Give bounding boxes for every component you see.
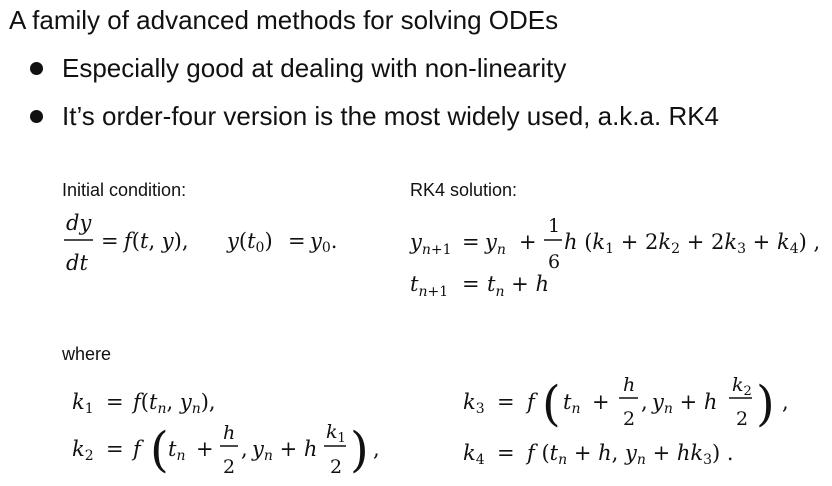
k1-equation (72, 390, 216, 417)
k4-equation (463, 441, 734, 468)
svg-text:): ) (756, 376, 775, 432)
svg-text:f (tn + h, yn + hk3) .: f (tn + h, yn + hk3) . (527, 441, 734, 468)
svg-text:h (k1 + 2k2 + 2k3 + k4) ,: h (k1 + 2k2 + 2k3 + k4) , (564, 230, 821, 257)
svg-text:h: h (623, 374, 636, 396)
svg-text:=: = (106, 390, 124, 414)
svg-text:yn+1: $y_n+1$ (410, 230, 452, 258)
svg-text:=: = (101, 229, 119, 253)
svg-text:(: ( (542, 376, 561, 432)
svg-text:k4: k4 (463, 441, 485, 468)
svg-text:k1: $k_1$ (326, 421, 346, 446)
k2-equation (72, 421, 380, 478)
where-label: where (62, 344, 112, 364)
svg-text:f(tn, yn),: f(tn, yn), (133, 390, 216, 417)
svg-text:tn + h: $t_n + h$ (487, 272, 549, 300)
slide-heading: A family of advanced methods for solving ODEs (9, 5, 559, 35)
svg-text:2: 2 (623, 408, 636, 430)
svg-text:tn+1: $t_n+1$ (410, 272, 449, 300)
svg-text:=: = (462, 272, 480, 296)
svg-text:,: , (782, 390, 789, 414)
svg-text:+: + (519, 230, 537, 254)
svg-text:k2: k2 (72, 437, 94, 464)
svg-text:6: 6 (548, 251, 561, 273)
svg-text:=: = (497, 390, 515, 414)
svg-text:yn + h: yn + h (652, 390, 718, 417)
svg-text:=: = (288, 229, 306, 253)
svg-text:=: = (497, 441, 515, 465)
k3-equation (463, 374, 789, 432)
time-update-equation (410, 272, 549, 300)
svg-text:yn: $y_n$ (485, 230, 506, 258)
svg-text:1: 1 (548, 215, 561, 237)
svg-text:yn + h: yn + h (252, 437, 318, 464)
svg-text:2: 2 (330, 456, 343, 478)
svg-text:(: ( (150, 422, 169, 478)
rk4-solution-label: RK4 solution: (410, 180, 518, 200)
svg-text:f: f (133, 437, 141, 461)
svg-text:=: = (462, 230, 480, 254)
svg-text:f: f (527, 390, 535, 414)
svg-text:2: 2 (736, 408, 749, 430)
svg-text:,: , (373, 437, 380, 461)
ode-equation (64, 211, 337, 275)
rk4-update-equation (409, 215, 820, 273)
svg-text:dy: dy (66, 211, 92, 235)
svg-text:): ) (350, 422, 369, 478)
svg-text:+: + (196, 437, 214, 461)
bullet-text: It’s order-four version is the most widely used, a.k.a. RK4 (62, 101, 720, 131)
svg-text:,: , (241, 437, 248, 461)
svg-text:k3: k3 (463, 390, 485, 417)
svg-text:dt: dt (66, 251, 88, 275)
svg-text:=: = (106, 437, 124, 461)
svg-text:2: 2 (223, 456, 236, 478)
svg-text:y(t0): y(t0) (227, 229, 273, 256)
svg-text:tn: tn (168, 437, 186, 464)
svg-text:f(t, y),: f(t, y), (124, 229, 189, 253)
bullet-text: Especially good at dealing with non-linearity (62, 53, 567, 83)
svg-text:,: , (641, 390, 648, 414)
svg-text:tn: tn (563, 390, 581, 417)
svg-text:h: h (223, 422, 236, 444)
svg-text:k2: $k_2$ (732, 374, 752, 399)
svg-text:+: + (592, 390, 610, 414)
svg-text:y0.: y0. (310, 229, 338, 256)
svg-text:k1: k1 (72, 390, 94, 417)
initial-condition-label: Initial condition: (62, 180, 187, 200)
